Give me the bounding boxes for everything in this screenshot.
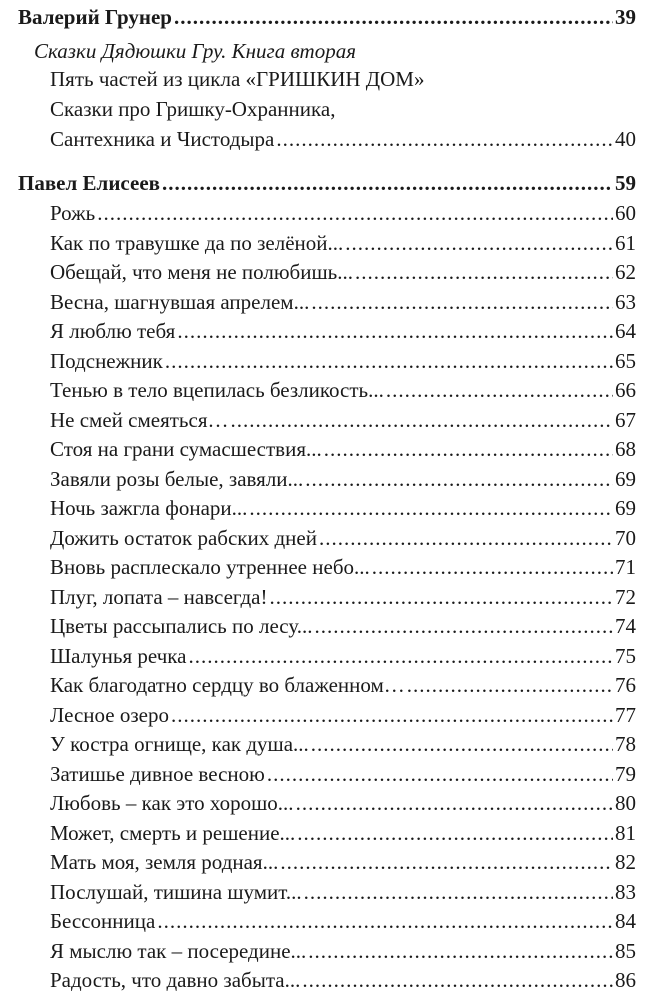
entry-title: Не смей смеяться… (50, 407, 229, 432)
dot-leader (157, 908, 613, 934)
dot-leader (269, 584, 613, 610)
page-number: 85 (615, 938, 636, 963)
page-number: 39 (615, 5, 636, 29)
page-number: 80 (615, 791, 636, 815)
page-number: 65 (615, 348, 636, 373)
toc-entry[interactable] (50, 200, 636, 226)
entry-title: Затишье дивное весною (50, 761, 265, 786)
toc-entry[interactable] (50, 790, 636, 816)
dot-leader (345, 230, 613, 256)
toc-entry[interactable] (50, 495, 636, 521)
page-number: 68 (615, 437, 636, 461)
toc-entry[interactable] (50, 230, 636, 256)
entry-title: Любовь – как это хорошо... (50, 791, 294, 815)
dot-leader (280, 849, 613, 875)
dot-leader (165, 348, 613, 374)
dot-leader (304, 879, 613, 905)
entry-title: Обещай, что меня не полюбишь... (50, 260, 353, 284)
page-number: 76 (615, 673, 636, 697)
toc-entry[interactable] (50, 259, 636, 285)
toc-entry[interactable] (50, 643, 636, 669)
entry-title: Шалунья речка (50, 643, 187, 668)
toc-entry[interactable] (50, 761, 636, 787)
entry-title: Завяли розы белые, завяли... (50, 466, 304, 491)
dot-leader (296, 790, 613, 816)
page-number: 84 (615, 909, 636, 933)
page-number: 60 (615, 201, 636, 225)
dot-leader (305, 466, 613, 492)
dot-leader (319, 525, 613, 551)
toc-author-entry[interactable] (18, 4, 636, 30)
entry-title: Вновь расплескало утреннее небо... (50, 555, 370, 579)
page-number: 72 (615, 584, 636, 609)
dot-leader (311, 731, 613, 757)
dot-leader (315, 613, 614, 639)
dot-leader (372, 554, 613, 580)
dot-leader (177, 318, 613, 344)
page-number: 59 (615, 171, 636, 195)
dot-leader (249, 495, 613, 521)
dot-leader (297, 820, 613, 846)
page-number: 70 (615, 525, 636, 550)
toc-entry[interactable] (50, 348, 636, 374)
dot-leader (267, 761, 613, 787)
page-number: 79 (615, 761, 636, 786)
page-number: 78 (615, 732, 636, 756)
toc-entry[interactable] (50, 126, 636, 152)
entry-title: Ночь зажгла фонари... (50, 496, 248, 520)
entry-title: Цветы рассыпались по лесу... (50, 614, 313, 638)
page-number: 82 (615, 850, 636, 874)
toc-author-entry[interactable] (18, 170, 636, 196)
dot-leader (302, 967, 613, 993)
page-number: 83 (615, 879, 636, 904)
dot-leader (386, 377, 613, 403)
author-name: Валерий Грунер (18, 5, 172, 29)
page-number: 74 (615, 614, 636, 638)
entry-title: Послушай, тишина шумит... (50, 879, 302, 904)
page-number: 66 (615, 378, 636, 402)
toc-entry[interactable] (50, 466, 636, 492)
dot-leader (276, 126, 613, 152)
toc-line: Пять частей из цикла «ГРИШКИН ДОМ» (50, 67, 425, 91)
dot-leader (324, 436, 613, 462)
toc-entry[interactable] (50, 849, 636, 875)
page-number: 64 (615, 319, 636, 343)
page-number: 69 (615, 496, 636, 520)
page-number: 86 (615, 968, 636, 992)
dot-leader (311, 289, 613, 315)
page-number: 62 (615, 260, 636, 284)
toc-entry[interactable] (50, 908, 636, 934)
dot-leader (171, 702, 613, 728)
toc-entry[interactable] (50, 289, 636, 315)
toc-entry[interactable] (50, 436, 636, 462)
entry-title: Бессонница (50, 909, 156, 933)
page-number: 67 (615, 407, 636, 432)
toc-entry[interactable] (50, 318, 636, 344)
entry-title: Дожить остаток рабских дней (50, 525, 317, 550)
toc-entry[interactable] (50, 731, 636, 757)
page-number: 71 (615, 555, 636, 579)
toc-entry[interactable] (50, 967, 636, 993)
entry-title: Мать моя, земля родная... (50, 850, 279, 874)
book-subtitle: Сказки Дядюшки Гру. Книга вторая (34, 39, 356, 63)
author-name: Павел Елисеев (18, 171, 160, 195)
toc-entry[interactable] (50, 377, 636, 403)
toc-entry[interactable] (50, 702, 636, 728)
entry-title: Я люблю тебя (50, 319, 176, 343)
dot-leader (355, 259, 613, 285)
entry-title: Плуг, лопата – навсегда! (50, 584, 268, 609)
page-number: 63 (615, 289, 636, 314)
page-number: 61 (615, 230, 636, 255)
page-number: 40 (615, 127, 636, 151)
entry-title: Стоя на грани сумасшествия... (50, 437, 322, 461)
page-number: 77 (615, 702, 636, 727)
entry-title: Весна, шагнувшая апрелем... (50, 289, 310, 314)
entry-title: Рожь (50, 201, 96, 225)
toc-line: Сказки про Гришку-Охранника, (50, 97, 336, 121)
dot-leader (174, 4, 613, 30)
page-number: 75 (615, 643, 636, 668)
entry-title: Подснежник (50, 348, 163, 373)
toc-entry[interactable] (50, 554, 636, 580)
toc-entry[interactable] (50, 879, 636, 905)
entry-title: Радость, что давно забыта... (50, 968, 301, 992)
entry-title: Как по травушке да по зелёной... (50, 230, 344, 255)
toc-entry[interactable] (50, 820, 636, 846)
entry-title: Тенью в тело вцепилась безликость... (50, 378, 384, 402)
dot-leader (188, 643, 613, 669)
dot-leader (407, 672, 613, 698)
dot-leader (97, 200, 613, 226)
toc-entry[interactable] (50, 672, 636, 698)
toc-entry[interactable] (50, 525, 636, 551)
dot-leader (308, 938, 613, 964)
entry-title: Как благодатно сердцу во блаженном… (50, 673, 405, 697)
entry-title: Лесное озеро (50, 702, 169, 727)
entry-title: Может, смерть и решение... (50, 820, 296, 845)
entry-title: Сантехника и Чистодыра (50, 127, 275, 151)
entry-title: У костра огнище, как душа... (50, 732, 309, 756)
toc-entry[interactable] (50, 613, 636, 639)
toc-entry[interactable] (50, 584, 636, 610)
dot-leader (230, 407, 613, 433)
page-number: 81 (615, 820, 636, 845)
toc-entry[interactable] (50, 938, 636, 964)
page-number: 69 (615, 466, 636, 491)
dot-leader (162, 170, 613, 196)
entry-title: Я мыслю так – посередине... (50, 938, 307, 963)
toc-entry[interactable] (50, 407, 636, 433)
